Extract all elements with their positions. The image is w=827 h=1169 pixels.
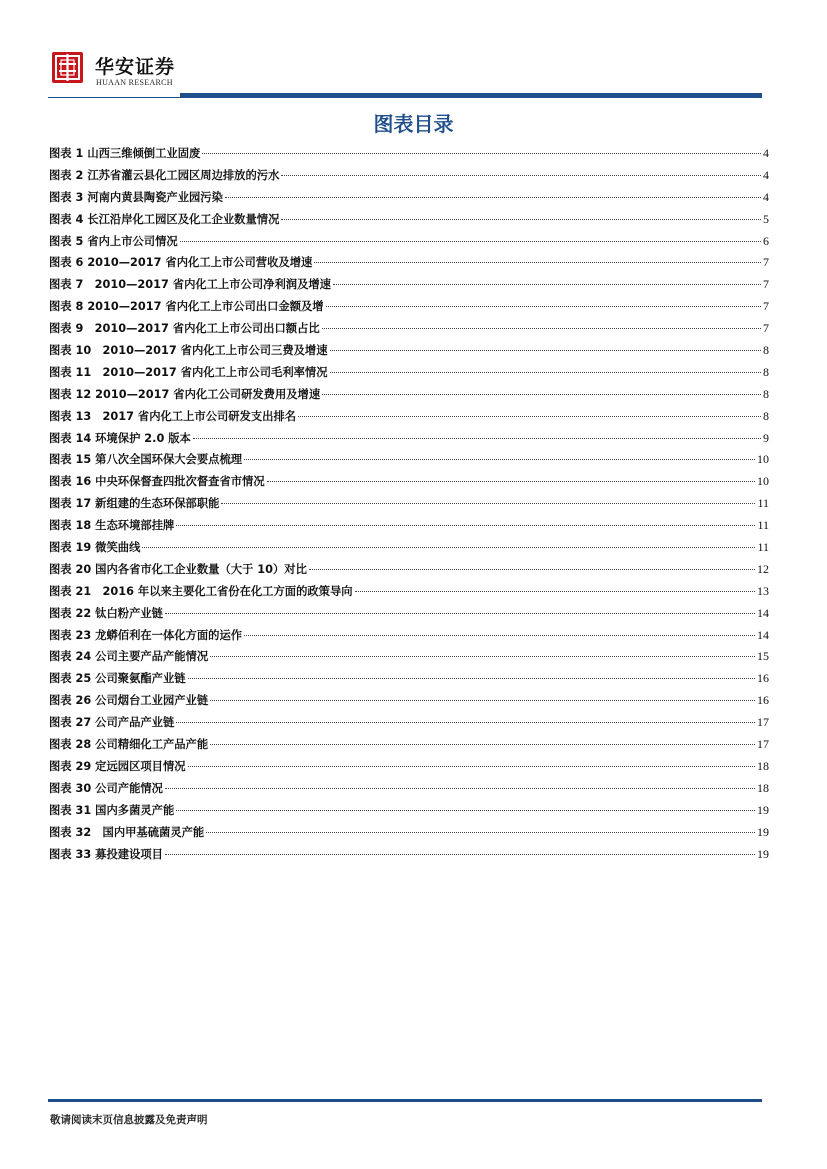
toc-entry-label: 图表 16 中央环保督查四批次督查省市情况 xyxy=(49,475,265,489)
toc-leader-dots xyxy=(176,525,755,526)
toc-entry[interactable] xyxy=(49,276,769,298)
toc-leader-dots xyxy=(180,241,761,242)
toc-entry-label: 图表 26 公司烟台工业园产业链 xyxy=(49,694,209,708)
toc-leader-dots xyxy=(333,284,761,285)
toc-entry[interactable] xyxy=(49,824,769,846)
toc-entry-page: 8 xyxy=(763,408,769,423)
toc-entry-label: 图表 32 国内甲基硫菌灵产能 xyxy=(49,825,205,839)
toc-entry-page: 19 xyxy=(757,824,769,839)
toc-entry-label: 图表 17 新组建的生态环保部职能 xyxy=(49,497,220,511)
toc-entry[interactable] xyxy=(49,605,769,627)
toc-entry[interactable] xyxy=(49,583,769,605)
toc-leader-dots xyxy=(176,810,755,811)
toc-leader-dots xyxy=(165,854,755,855)
toc-leader-dots xyxy=(355,591,755,592)
toc-leader-dots xyxy=(202,153,761,154)
toc-entry[interactable] xyxy=(49,692,769,714)
toc-entry-page: 19 xyxy=(757,802,769,817)
toc-leader-dots xyxy=(142,547,755,548)
toc-entry[interactable] xyxy=(49,167,769,189)
toc-entry-label: 图表 2 江苏省灌云县化工园区周边排放的污水 xyxy=(49,168,280,182)
toc-entry-label: 图表 1 山西三维倾倒工业固废 xyxy=(49,147,201,160)
toc-entry-page: 7 xyxy=(763,277,769,292)
toc-list xyxy=(49,145,769,867)
toc-entry[interactable] xyxy=(49,430,769,452)
toc-entry-label: 图表 14 环境保护 2.0 版本 xyxy=(49,431,191,445)
toc-entry[interactable] xyxy=(49,364,769,386)
toc-entry[interactable] xyxy=(49,145,769,167)
toc-entry-page: 4 xyxy=(763,146,769,160)
toc-leader-dots xyxy=(206,832,755,833)
toc-entry-page: 8 xyxy=(763,364,769,379)
toc-entry-label: 图表 24 公司主要产品产能情况 xyxy=(49,650,209,664)
toc-entry[interactable] xyxy=(49,495,769,517)
toc-entry-page: 8 xyxy=(763,343,769,358)
toc-entry-label: 图表 9 2010—2017 省内化工上市公司出口额占比 xyxy=(49,322,320,336)
toc-entry-page: 9 xyxy=(763,430,769,445)
toc-entry-page: 7 xyxy=(763,299,769,314)
toc-entry[interactable] xyxy=(49,627,769,649)
toc-leader-dots xyxy=(281,175,761,176)
toc-entry-label: 图表 3 河南内黄县陶瓷产业园污染 xyxy=(49,190,223,204)
toc-leader-dots xyxy=(314,262,761,263)
footer-disclaimer: 敬请阅读末页信息披露及免责声明 xyxy=(50,1114,208,1126)
toc-leader-dots xyxy=(244,459,755,460)
huaan-logo-icon xyxy=(52,52,83,83)
toc-entry-page: 7 xyxy=(763,321,769,336)
toc-leader-dots xyxy=(193,438,761,439)
toc-entry[interactable] xyxy=(49,758,769,780)
toc-entry-label: 图表 6 2010—2017 省内化工上市公司营收及增速 xyxy=(49,256,313,270)
toc-entry-label: 图表 30 公司产能情况 xyxy=(49,781,163,795)
toc-entry-label: 图表 11 2010—2017 省内化工上市公司毛利率情况 xyxy=(49,365,328,379)
toc-entry[interactable] xyxy=(49,648,769,670)
toc-entry-page: 6 xyxy=(763,233,769,248)
toc-entry[interactable] xyxy=(49,451,769,473)
toc-entry-label: 图表 31 国内多菌灵产能 xyxy=(49,803,175,817)
toc-entry-page: 14 xyxy=(757,605,769,620)
toc-leader-dots xyxy=(309,569,755,570)
toc-leader-dots xyxy=(267,481,755,482)
toc-entry-label: 图表 29 定远园区项目情况 xyxy=(49,759,186,773)
toc-entry-page: 16 xyxy=(757,671,769,686)
toc-leader-dots xyxy=(326,306,761,307)
toc-entry-page: 11 xyxy=(757,540,769,555)
toc-entry-page: 8 xyxy=(763,386,769,401)
toc-entry-label: 图表 27 公司产品产业链 xyxy=(49,716,175,730)
toc-entry-label: 图表 28 公司精细化工产品产能 xyxy=(49,738,209,752)
toc-leader-dots xyxy=(165,613,755,614)
toc-entry-page: 18 xyxy=(757,758,769,773)
toc-entry-page: 11 xyxy=(757,518,769,533)
toc-leader-dots xyxy=(298,416,761,417)
footer-divider xyxy=(48,1099,762,1102)
toc-leader-dots xyxy=(322,394,761,395)
toc-entry[interactable] xyxy=(49,233,769,255)
toc-leader-dots xyxy=(244,635,755,636)
toc-leader-dots xyxy=(188,766,755,767)
toc-entry-page: 4 xyxy=(763,189,769,204)
brand-english-name: HUAAN RESEARCH xyxy=(96,78,173,87)
toc-entry-page: 5 xyxy=(763,211,769,226)
toc-entry-page: 19 xyxy=(757,846,769,861)
toc-entry[interactable] xyxy=(49,736,769,758)
toc-entry[interactable] xyxy=(49,189,769,211)
toc-entry[interactable] xyxy=(49,254,769,276)
toc-entry-label: 图表 22 钛白粉产业链 xyxy=(49,606,163,620)
toc-entry-label: 图表 7 2010—2017 省内化工上市公司净利润及增速 xyxy=(49,278,331,292)
toc-leader-dots xyxy=(330,372,761,373)
toc-entry[interactable] xyxy=(49,802,769,824)
toc-leader-dots xyxy=(210,656,755,657)
toc-leader-dots xyxy=(165,788,755,789)
toc-leader-dots xyxy=(188,678,755,679)
toc-entry-label: 图表 4 长江沿岸化工园区及化工企业数量情况 xyxy=(49,212,280,226)
toc-entry-label: 图表 12 2010—2017 省内化工公司研发费用及增速 xyxy=(49,387,321,401)
toc-entry[interactable] xyxy=(49,298,769,320)
toc-leader-dots xyxy=(221,503,755,504)
toc-entry-label: 图表 20 国内各省市化工企业数量（大于 10）对比 xyxy=(49,562,307,576)
toc-entry-label: 图表 8 2010—2017 省内化工上市公司出口金额及增 xyxy=(49,300,324,314)
toc-entry-label: 图表 18 生态环境部挂牌 xyxy=(49,519,175,533)
toc-entry[interactable] xyxy=(49,539,769,561)
toc-entry[interactable] xyxy=(49,780,769,802)
toc-entry-label: 图表 13 2017 省内化工上市公司研发支出排名 xyxy=(49,409,297,423)
toc-entry[interactable] xyxy=(49,473,769,495)
toc-entry-page: 12 xyxy=(757,561,769,576)
toc-entry-label: 图表 10 2010—2017 省内化工上市公司三费及增速 xyxy=(49,344,328,358)
toc-entry[interactable] xyxy=(49,714,769,736)
toc-entry-label: 图表 23 龙蟒佰利在一体化方面的运作 xyxy=(49,628,243,642)
toc-leader-dots xyxy=(281,219,761,220)
toc-entry-page: 17 xyxy=(757,737,769,752)
toc-entry[interactable] xyxy=(49,320,769,342)
toc-entry[interactable] xyxy=(49,517,769,539)
toc-leader-dots xyxy=(210,744,755,745)
toc-entry-page: 14 xyxy=(757,627,769,642)
toc-entry-label: 图表 19 微笑曲线 xyxy=(49,541,141,555)
toc-entry[interactable] xyxy=(49,386,769,408)
toc-entry-page: 16 xyxy=(757,693,769,708)
toc-entry[interactable] xyxy=(49,408,769,430)
toc-entry-page: 10 xyxy=(757,474,769,489)
brand-name: 华安证券 xyxy=(95,56,176,78)
toc-leader-dots xyxy=(176,722,755,723)
header-divider-thin xyxy=(48,97,762,98)
toc-entry-page: 17 xyxy=(757,715,769,730)
toc-leader-dots xyxy=(210,700,755,701)
toc-entry-page: 13 xyxy=(757,583,769,598)
toc-entry-label: 图表 5 省内上市公司情况 xyxy=(49,234,178,248)
toc-leader-dots xyxy=(330,350,761,351)
toc-leader-dots xyxy=(322,328,761,329)
toc-entry-label: 图表 21 2016 年以来主要化工省份在化工方面的政策导向 xyxy=(49,584,353,598)
toc-entry-page: 10 xyxy=(757,452,769,467)
toc-entry-page: 7 xyxy=(763,255,769,270)
toc-entry[interactable] xyxy=(49,846,769,868)
toc-entry-page: 18 xyxy=(757,780,769,795)
toc-entry-page: 15 xyxy=(757,649,769,664)
toc-entry[interactable] xyxy=(49,670,769,692)
toc-leader-dots xyxy=(225,197,761,198)
toc-entry[interactable] xyxy=(49,211,769,233)
toc-entry-page: 11 xyxy=(757,496,769,511)
toc-entry-label: 图表 33 募投建设项目 xyxy=(49,847,163,861)
toc-entry-label: 图表 25 公司聚氨酯产业链 xyxy=(49,672,186,686)
toc-entry-label: 图表 15 第八次全国环保大会要点梳理 xyxy=(49,453,243,467)
toc-title: 图表目录 xyxy=(373,112,454,136)
toc-entry-page: 4 xyxy=(763,167,769,182)
toc-entry[interactable] xyxy=(49,342,769,364)
toc-entry[interactable] xyxy=(49,561,769,583)
